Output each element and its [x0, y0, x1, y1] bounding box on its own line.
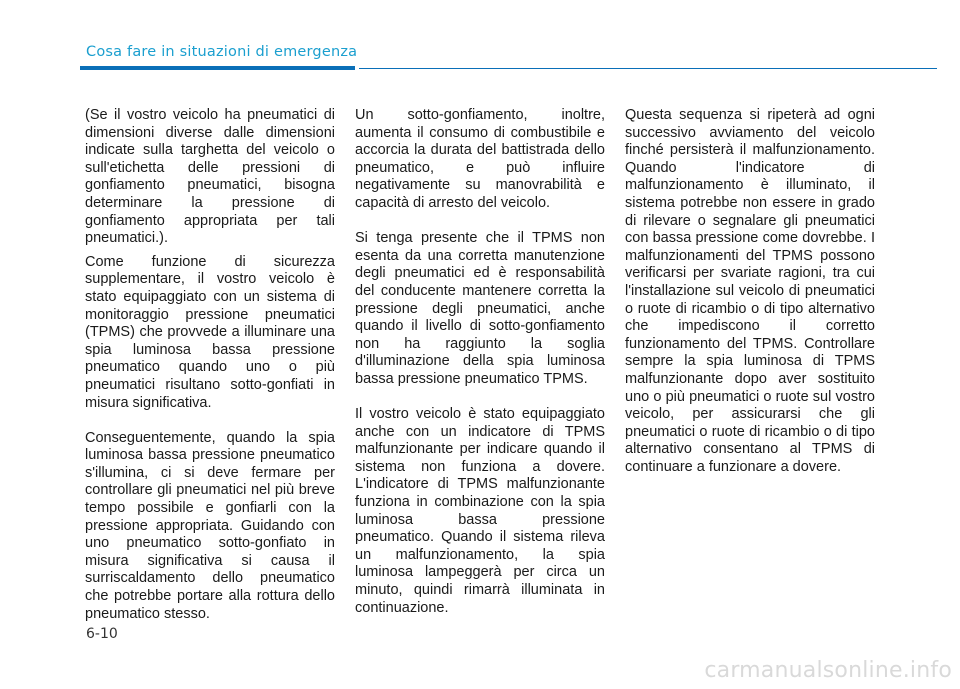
paragraph: Questa sequenza si ripeterà ad ogni successivo avviamento del veicolo finché persisterà il malfunzionamento. Quando l'indicatore di malfunzionamento è illuminato, il sistema potrebbe non essere in grado di rilevare o segnalare gli pneumatici con bassa pressione come dovrebbe. I malfunzionamenti del TPMS possono verificarsi per svariate ragioni, tra cui l'installazione sul veicolo di pneumatici o ruote di ricambio o di tipo alternativo che impediscono il corretto funzionamento del TPMS. Controllare sempre la spia luminosa di TPMS malfunzionante dopo aver sostituito uno o più pneumatici o ruote sul vostro veicolo, per assicurarsi che gli pneumatici o ruote di ricambio o di tipo alternativo consentano al TPMS di continuare a funzionare a dovere.: [625, 107, 875, 475]
paragraph: Un sotto-gonfiamento, inoltre, aumenta il consumo di combustibile e accorcia la durata del battistrada dello pneumatico, e può influire negativamente su manovrabilità e capacità di arresto del veicolo.: [355, 107, 605, 211]
paragraph: Il vostro veicolo è stato equipaggiato anche con un indicatore di TPMS malfunzionante per indicare quando il sistema non funziona a dovere. L'indicatore di TPMS malfunzionante funziona in combinazione con la spia luminosa bassa pressione pneumatico. Quando il sistema rileva un malfunzionamento, la spia luminosa lampeggerà per circa un minuto, quindi rimarrà illuminata in continuazione.: [355, 406, 605, 616]
text-column-2: [355, 107, 605, 635]
header-accent-bar: [80, 66, 355, 70]
text-column-3: [625, 107, 875, 494]
watermark: carmanualsonline.info: [704, 658, 952, 683]
paragraph: Conseguentemente, quando la spia luminosa bassa pressione pneumatico s'illumina, ci si deve fermare per controllare gli pneumatici nel più breve tempo possibile e gonfiarli con la pressione appropriata. Guidando con uno pneumatico sotto-gonfiato in misura significativa si causa il surriscaldamento dello pneumatico che potrebbe portare alla rottura dello pneumatico stesso.: [85, 429, 335, 622]
paragraph: (Se il vostro veicolo ha pneumatici di dimensioni diverse dalle dimensioni indicate sulla targhetta del veicolo o sull'etichetta delle pressioni di gonfiamento pneumatici, bisogna determinare la pressione di gonfiamento appropriata per tali pneumatici.).: [85, 107, 335, 247]
text-column-1: [85, 107, 335, 641]
paragraph: Si tenga presente che il TPMS non esenta da una corretta manutenzione degli pneumatici ed è responsabilità del conducente mantenere corretta la pressione degli pneumatici, anche quando il livello di sotto-gonfiamento non ha raggiunto la soglia d'illuminazione della spia luminosa bassa pressione pneumatico TPMS.: [355, 230, 605, 387]
section-title: Cosa fare in situazioni di emergenza: [86, 44, 358, 60]
page-number: 6-10: [86, 626, 118, 642]
header-rule: [359, 68, 937, 70]
paragraph: Come funzione di sicurezza supplementare, il vostro veicolo è stato equipaggiato con un sistema di monitoraggio pressione pneumatici (TPMS) che provvede a illuminare una spia luminosa bassa pressione pneumatico quando uno o più pneumatici risultano sotto-gonfiati in misura significativa.: [85, 253, 335, 411]
